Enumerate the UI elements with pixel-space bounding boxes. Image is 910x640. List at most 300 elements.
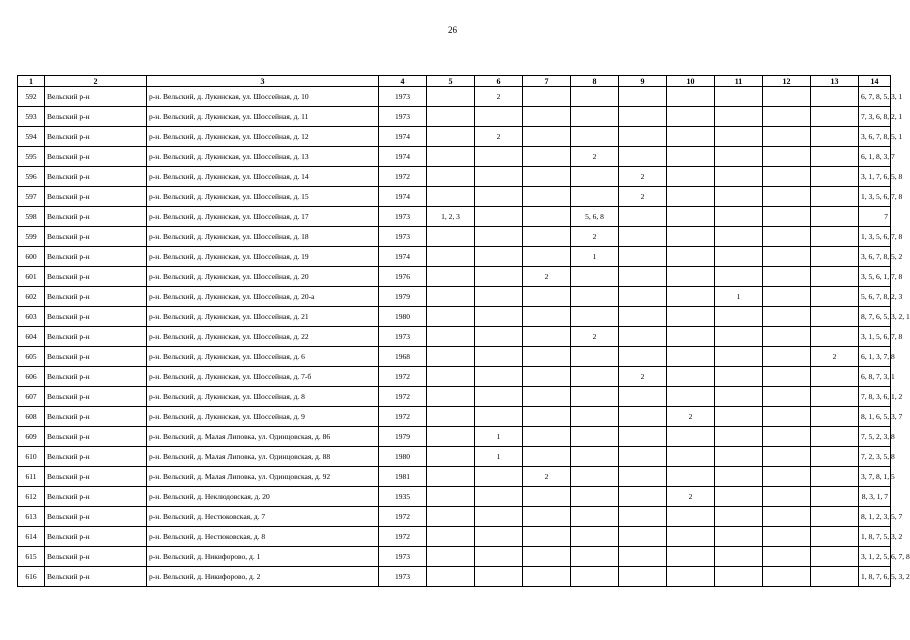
table-cell-col-6 <box>475 527 523 547</box>
table-cell-col-9 <box>619 247 667 267</box>
table-cell-col-7 <box>523 507 571 527</box>
table-cell-col-12 <box>763 487 811 507</box>
table-cell-col-10 <box>667 547 715 567</box>
column-header-3: 3 <box>147 76 379 87</box>
table-cell-col-7 <box>523 127 571 147</box>
table-cell-col-14: 5, 6, 7, 8, 2, 3 <box>859 287 891 307</box>
table-cell-col-13 <box>811 87 859 107</box>
table-cell-col-9 <box>619 447 667 467</box>
table-cell-col-14: 3, 1, 2, 5, 6, 7, 8 <box>859 547 891 567</box>
table-cell-col-3: р-н. Вельский, д. Лукинская, ул. Шоссейная, д. 15 <box>147 187 379 207</box>
table-cell-col-8: 2 <box>571 227 619 247</box>
table-cell-col-8 <box>571 187 619 207</box>
table-body <box>18 87 910 587</box>
table-cell-col-2: Вельский р-н <box>45 187 147 207</box>
table-cell-col-4: 1976 <box>379 267 427 287</box>
table-cell-col-14: 3, 1, 7, 6, 5, 8 <box>859 167 891 187</box>
table-cell-col-4: 1973 <box>379 547 427 567</box>
table-cell-col-5 <box>427 487 475 507</box>
table-cell-col-6 <box>475 247 523 267</box>
table-cell-col-13 <box>811 387 859 407</box>
table-cell-col-5 <box>427 267 475 287</box>
table-row <box>18 507 891 527</box>
table-row <box>18 427 891 447</box>
table-cell-col-8 <box>571 167 619 187</box>
column-header-11: 11 <box>715 76 763 87</box>
table-cell-col-9 <box>619 507 667 527</box>
table-row <box>18 307 891 327</box>
table-cell-col-10 <box>667 287 715 307</box>
table-cell-col-4: 1974 <box>379 147 427 167</box>
table-cell-col-6 <box>475 507 523 527</box>
table-cell-col-11 <box>715 267 763 287</box>
table-cell-col-7 <box>523 307 571 327</box>
table-cell-col-10 <box>667 147 715 167</box>
table-cell-col-12 <box>763 467 811 487</box>
table-cell-col-7 <box>523 207 571 227</box>
table-cell-col-14: 7 <box>859 207 891 227</box>
column-header-12: 12 <box>763 76 811 87</box>
table-cell-col-9 <box>619 207 667 227</box>
table-cell-col-3: р-н. Вельский, д. Лукинская, ул. Шоссейная, д. 14 <box>147 167 379 187</box>
table-row <box>18 267 891 287</box>
table-cell-col-7 <box>523 447 571 467</box>
table-cell-col-6 <box>475 347 523 367</box>
table-cell-col-12 <box>763 427 811 447</box>
table-cell-col-10 <box>667 567 715 587</box>
table-cell-col-10 <box>667 447 715 467</box>
table-cell-col-1: 592 <box>18 87 45 107</box>
table-cell-col-12 <box>763 447 811 467</box>
table-cell-col-6 <box>475 407 523 427</box>
table-cell-col-4: 1973 <box>379 227 427 247</box>
table-cell-col-13 <box>811 527 859 547</box>
table-cell-col-6: 1 <box>475 447 523 467</box>
table-cell-col-1: 597 <box>18 187 45 207</box>
table-cell-col-14: 8, 1, 2, 3, 5, 7 <box>859 507 891 527</box>
table-cell-col-2: Вельский р-н <box>45 447 147 467</box>
table-cell-col-11 <box>715 547 763 567</box>
table-cell-col-6: 2 <box>475 87 523 107</box>
table-cell-col-6 <box>475 227 523 247</box>
table-cell-col-2: Вельский р-н <box>45 527 147 547</box>
table-cell-col-13 <box>811 167 859 187</box>
table-cell-col-10 <box>667 367 715 387</box>
table-cell-col-14: 6, 1, 8, 3, 7 <box>859 147 891 167</box>
column-header-1: 1 <box>18 76 45 87</box>
table-cell-col-14: 1, 8, 7, 5, 3, 2 <box>859 527 891 547</box>
table-cell-col-12 <box>763 567 811 587</box>
table-cell-col-7 <box>523 327 571 347</box>
table-cell-col-8 <box>571 107 619 127</box>
table-cell-col-2: Вельский р-н <box>45 127 147 147</box>
table-cell-col-14: 8, 7, 6, 5, 3, 2, 1 <box>859 307 891 327</box>
table-cell-col-6 <box>475 567 523 587</box>
table-cell-col-3: р-н. Вельский, д. Лукинская, ул. Шоссейная, д. 11 <box>147 107 379 127</box>
table-cell-col-9: 2 <box>619 167 667 187</box>
table-cell-col-8 <box>571 307 619 327</box>
table-cell-col-5 <box>427 527 475 547</box>
table-cell-col-11 <box>715 427 763 447</box>
table-cell-col-1: 606 <box>18 367 45 387</box>
table-cell-col-5 <box>427 387 475 407</box>
column-header-7: 7 <box>523 76 571 87</box>
table-cell-col-9 <box>619 287 667 307</box>
table-cell-col-1: 593 <box>18 107 45 127</box>
table-cell-col-13 <box>811 207 859 227</box>
table-cell-col-2: Вельский р-н <box>45 367 147 387</box>
table-cell-col-1: 603 <box>18 307 45 327</box>
table-cell-col-8 <box>571 467 619 487</box>
table-row <box>18 347 891 367</box>
table-cell-col-9 <box>619 427 667 447</box>
table-cell-col-2: Вельский р-н <box>45 407 147 427</box>
table-cell-col-3: р-н. Вельский, д. Малая Липовка, ул. Одинцовская, д. 88 <box>147 447 379 467</box>
table-cell-col-12 <box>763 547 811 567</box>
table-cell-col-8 <box>571 407 619 427</box>
table-cell-col-11 <box>715 227 763 247</box>
table-cell-col-8 <box>571 527 619 547</box>
table-cell-col-13 <box>811 127 859 147</box>
table-cell-col-4: 1972 <box>379 167 427 187</box>
table-cell-col-11 <box>715 107 763 127</box>
table-cell-col-6 <box>475 327 523 347</box>
table-cell-col-1: 601 <box>18 267 45 287</box>
table-cell-col-3: р-н. Вельский, д. Малая Липовка, ул. Одинцовская, д. 92 <box>147 467 379 487</box>
table-cell-col-8: 1 <box>571 247 619 267</box>
table-cell-col-2: Вельский р-н <box>45 427 147 447</box>
table-row <box>18 467 891 487</box>
table-cell-col-4: 1973 <box>379 87 427 107</box>
table-cell-col-1: 598 <box>18 207 45 227</box>
table-cell-col-1: 615 <box>18 547 45 567</box>
table-cell-col-6: 2 <box>475 127 523 147</box>
table-cell-col-12 <box>763 367 811 387</box>
table-cell-col-2: Вельский р-н <box>45 327 147 347</box>
table-cell-col-12 <box>763 207 811 227</box>
table-cell-col-8 <box>571 87 619 107</box>
table-cell-col-10 <box>667 107 715 127</box>
table-cell-col-10 <box>667 347 715 367</box>
table-cell-col-11 <box>715 567 763 587</box>
table-cell-col-8 <box>571 127 619 147</box>
table-cell-col-1: 600 <box>18 247 45 267</box>
table-cell-col-6 <box>475 547 523 567</box>
table-cell-col-9 <box>619 407 667 427</box>
table-cell-col-1: 610 <box>18 447 45 467</box>
table-cell-col-11 <box>715 347 763 367</box>
table-cell-col-10 <box>667 227 715 247</box>
table-cell-col-4: 1972 <box>379 527 427 547</box>
table-cell-col-8 <box>571 507 619 527</box>
table-cell-col-7 <box>523 407 571 427</box>
table-cell-col-10 <box>667 187 715 207</box>
table-cell-col-3: р-н. Вельский, д. Лукинская, ул. Шоссейная, д. 22 <box>147 327 379 347</box>
table-row <box>18 367 891 387</box>
table-cell-col-14: 3, 5, 6, 1, 7, 8 <box>859 267 891 287</box>
table-cell-col-12 <box>763 107 811 127</box>
table-cell-col-5 <box>427 447 475 467</box>
table-cell-col-13 <box>811 507 859 527</box>
table-cell-col-12 <box>763 167 811 187</box>
table-cell-col-4: 1973 <box>379 567 427 587</box>
table-row <box>18 547 891 567</box>
table-cell-col-5 <box>427 247 475 267</box>
table-cell-col-5 <box>427 167 475 187</box>
table-cell-col-8 <box>571 367 619 387</box>
table-cell-col-13 <box>811 267 859 287</box>
table-cell-col-13 <box>811 327 859 347</box>
table-cell-col-1: 605 <box>18 347 45 367</box>
table-cell-col-7 <box>523 167 571 187</box>
table-cell-col-6 <box>475 307 523 327</box>
table-cell-col-13 <box>811 407 859 427</box>
table-cell-col-10 <box>667 207 715 227</box>
table-cell-col-5 <box>427 567 475 587</box>
table-cell-col-2: Вельский р-н <box>45 167 147 187</box>
table-cell-col-8: 2 <box>571 147 619 167</box>
table-cell-col-4: 1972 <box>379 507 427 527</box>
table-cell-col-11 <box>715 307 763 327</box>
table-cell-col-3: р-н. Вельский, д. Лукинская, ул. Шоссейная, д. 6 <box>147 347 379 367</box>
table-cell-col-14: 7, 5, 2, 3, 8 <box>859 427 891 447</box>
column-header-9: 9 <box>619 76 667 87</box>
table-cell-col-5 <box>427 187 475 207</box>
table-cell-col-3: р-н. Вельский, д. Никифорово, д. 2 <box>147 567 379 587</box>
table-cell-col-3: р-н. Вельский, д. Лукинская, ул. Шоссейная, д. 10 <box>147 87 379 107</box>
table-cell-col-8 <box>571 427 619 447</box>
table-cell-col-11 <box>715 167 763 187</box>
table-cell-col-6 <box>475 147 523 167</box>
table-cell-col-14: 1, 8, 7, 6, 5, 3, 2 <box>859 567 891 587</box>
table-cell-col-7 <box>523 387 571 407</box>
table-cell-col-14: 7, 3, 6, 8, 2, 1 <box>859 107 891 127</box>
table-cell-col-1: 608 <box>18 407 45 427</box>
table-cell-col-4: 1974 <box>379 187 427 207</box>
table-cell-col-10 <box>667 87 715 107</box>
table-cell-col-4: 1979 <box>379 287 427 307</box>
table-cell-col-6 <box>475 367 523 387</box>
column-header-8: 8 <box>571 76 619 87</box>
table-cell-col-3: р-н. Вельский, д. Лукинская, ул. Шоссейная, д. 9 <box>147 407 379 427</box>
table-cell-col-1: 611 <box>18 467 45 487</box>
table-cell-col-10 <box>667 167 715 187</box>
table-cell-col-1: 613 <box>18 507 45 527</box>
table-cell-col-13 <box>811 287 859 307</box>
table-cell-col-2: Вельский р-н <box>45 287 147 307</box>
table-cell-col-11 <box>715 367 763 387</box>
table-cell-col-4: 1968 <box>379 347 427 367</box>
table-cell-col-3: р-н. Вельский, д. Нестюковская, д. 8 <box>147 527 379 547</box>
table-cell-col-12 <box>763 327 811 347</box>
table-cell-col-3: р-н. Вельский, д. Лукинская, ул. Шоссейная, д. 21 <box>147 307 379 327</box>
table-cell-col-10 <box>667 467 715 487</box>
table-cell-col-3: р-н. Вельский, д. Лукинская, ул. Шоссейная, д. 18 <box>147 227 379 247</box>
housing-registry-table <box>17 75 910 587</box>
table-cell-col-6: 1 <box>475 427 523 447</box>
table-cell-col-5 <box>427 307 475 327</box>
table-cell-col-2: Вельский р-н <box>45 247 147 267</box>
table-cell-col-5 <box>427 347 475 367</box>
table-cell-col-1: 595 <box>18 147 45 167</box>
table-cell-col-5 <box>427 427 475 447</box>
table-cell-col-12 <box>763 127 811 147</box>
table-cell-col-7 <box>523 367 571 387</box>
table-cell-col-9 <box>619 107 667 127</box>
table-cell-col-1: 596 <box>18 167 45 187</box>
table-cell-col-13 <box>811 247 859 267</box>
table-cell-col-11 <box>715 527 763 547</box>
table-cell-col-2: Вельский р-н <box>45 387 147 407</box>
table-cell-col-1: 616 <box>18 567 45 587</box>
table-cell-col-3: р-н. Вельский, д. Лукинская, ул. Шоссейная, д. 17 <box>147 207 379 227</box>
table-cell-col-13 <box>811 107 859 127</box>
table-cell-col-5 <box>427 127 475 147</box>
table-cell-col-14: 6, 1, 3, 7, 8 <box>859 347 891 367</box>
table-cell-col-4: 1973 <box>379 207 427 227</box>
page-number: 26 <box>448 25 457 35</box>
table-cell-col-7 <box>523 547 571 567</box>
table-cell-col-6 <box>475 207 523 227</box>
table-cell-col-5 <box>427 327 475 347</box>
table-cell-col-2: Вельский р-н <box>45 467 147 487</box>
table-cell-col-3: р-н. Вельский, д. Лукинская, ул. Шоссейная, д. 19 <box>147 247 379 267</box>
table-cell-col-1: 602 <box>18 287 45 307</box>
table-cell-col-7: 2 <box>523 467 571 487</box>
table-cell-col-4: 1981 <box>379 467 427 487</box>
table-cell-col-12 <box>763 387 811 407</box>
table-cell-col-10 <box>667 427 715 447</box>
table-cell-col-9 <box>619 87 667 107</box>
table-cell-col-9 <box>619 387 667 407</box>
table-cell-col-3: р-н. Вельский, д. Лукинская, ул. Шоссейная, д. 8 <box>147 387 379 407</box>
table-cell-col-12 <box>763 407 811 427</box>
table-cell-col-5 <box>427 107 475 127</box>
table-cell-col-10 <box>667 307 715 327</box>
table-cell-col-11 <box>715 187 763 207</box>
table-cell-col-3: р-н. Вельский, д. Лукинская, ул. Шоссейная, д. 20-а <box>147 287 379 307</box>
table-row <box>18 567 891 587</box>
table-cell-col-12 <box>763 247 811 267</box>
table-cell-col-2: Вельский р-н <box>45 147 147 167</box>
table-cell-col-9 <box>619 467 667 487</box>
table-cell-col-5 <box>427 87 475 107</box>
column-header-14: 14 <box>859 76 891 87</box>
table-cell-col-11 <box>715 147 763 167</box>
table-cell-col-4: 1935 <box>379 487 427 507</box>
table-cell-col-12 <box>763 187 811 207</box>
table-row <box>18 187 891 207</box>
table-cell-col-10: 2 <box>667 407 715 427</box>
table-cell-col-11 <box>715 447 763 467</box>
table-cell-col-6 <box>475 467 523 487</box>
table-cell-col-11 <box>715 507 763 527</box>
table-row <box>18 527 891 547</box>
table-cell-col-1: 609 <box>18 427 45 447</box>
table-cell-col-11 <box>715 207 763 227</box>
table-cell-col-7 <box>523 187 571 207</box>
column-header-2: 2 <box>45 76 147 87</box>
table-cell-col-7 <box>523 87 571 107</box>
table-cell-col-10 <box>667 527 715 547</box>
table-cell-col-11 <box>715 247 763 267</box>
table-cell-col-13 <box>811 567 859 587</box>
table-row <box>18 387 891 407</box>
table-cell-col-10: 2 <box>667 487 715 507</box>
table-cell-col-9 <box>619 487 667 507</box>
table-cell-col-4: 1972 <box>379 407 427 427</box>
table-cell-col-2: Вельский р-н <box>45 487 147 507</box>
table-cell-col-11 <box>715 467 763 487</box>
table-cell-col-3: р-н. Вельский, д. Лукинская, ул. Шоссейная, д. 12 <box>147 127 379 147</box>
column-header-13: 13 <box>811 76 859 87</box>
table-cell-col-5 <box>427 287 475 307</box>
table-cell-col-7 <box>523 107 571 127</box>
table-cell-col-10 <box>667 387 715 407</box>
table-cell-col-12 <box>763 507 811 527</box>
table-cell-col-6 <box>475 267 523 287</box>
table-cell-col-12 <box>763 307 811 327</box>
table-row <box>18 447 891 467</box>
table-cell-col-1: 594 <box>18 127 45 147</box>
table-cell-col-11 <box>715 407 763 427</box>
table-cell-col-8: 2 <box>571 327 619 347</box>
table-cell-col-9 <box>619 267 667 287</box>
table-cell-col-8 <box>571 347 619 367</box>
column-header-6: 6 <box>475 76 523 87</box>
table-cell-col-10 <box>667 127 715 147</box>
table-cell-col-5 <box>427 147 475 167</box>
table-cell-col-9 <box>619 307 667 327</box>
table-cell-col-9 <box>619 327 667 347</box>
table-cell-col-9 <box>619 547 667 567</box>
table-cell-col-9 <box>619 567 667 587</box>
table-cell-col-8 <box>571 567 619 587</box>
table-cell-col-14: 8, 1, 6, 5, 3, 7 <box>859 407 891 427</box>
table-cell-col-2: Вельский р-н <box>45 107 147 127</box>
table-cell-col-8 <box>571 447 619 467</box>
table-cell-col-6 <box>475 387 523 407</box>
table-cell-col-9 <box>619 347 667 367</box>
table-row <box>18 327 891 347</box>
table-cell-col-11 <box>715 327 763 347</box>
table-cell-col-6 <box>475 167 523 187</box>
table-cell-col-4: 1980 <box>379 307 427 327</box>
table-cell-col-13 <box>811 307 859 327</box>
table-cell-col-2: Вельский р-н <box>45 207 147 227</box>
table-cell-col-10 <box>667 507 715 527</box>
table-cell-col-12 <box>763 527 811 547</box>
table-cell-col-9: 2 <box>619 367 667 387</box>
table-cell-col-10 <box>667 267 715 287</box>
table-cell-col-8: 5, 6, 8 <box>571 207 619 227</box>
table-cell-col-13 <box>811 547 859 567</box>
table-cell-col-5 <box>427 227 475 247</box>
table-cell-col-1: 614 <box>18 527 45 547</box>
table-cell-col-14: 8, 3, 1, 7 <box>859 487 891 507</box>
table-cell-col-9 <box>619 227 667 247</box>
table-cell-col-12 <box>763 87 811 107</box>
column-header-4: 4 <box>379 76 427 87</box>
table-cell-col-14: 3, 7, 8, 1, 5 <box>859 467 891 487</box>
table-row <box>18 287 891 307</box>
table-cell-col-5: 1, 2, 3 <box>427 207 475 227</box>
table-cell-col-11 <box>715 487 763 507</box>
table-cell-col-1: 607 <box>18 387 45 407</box>
table-row <box>18 247 891 267</box>
table-cell-col-9 <box>619 147 667 167</box>
table-cell-col-8 <box>571 547 619 567</box>
